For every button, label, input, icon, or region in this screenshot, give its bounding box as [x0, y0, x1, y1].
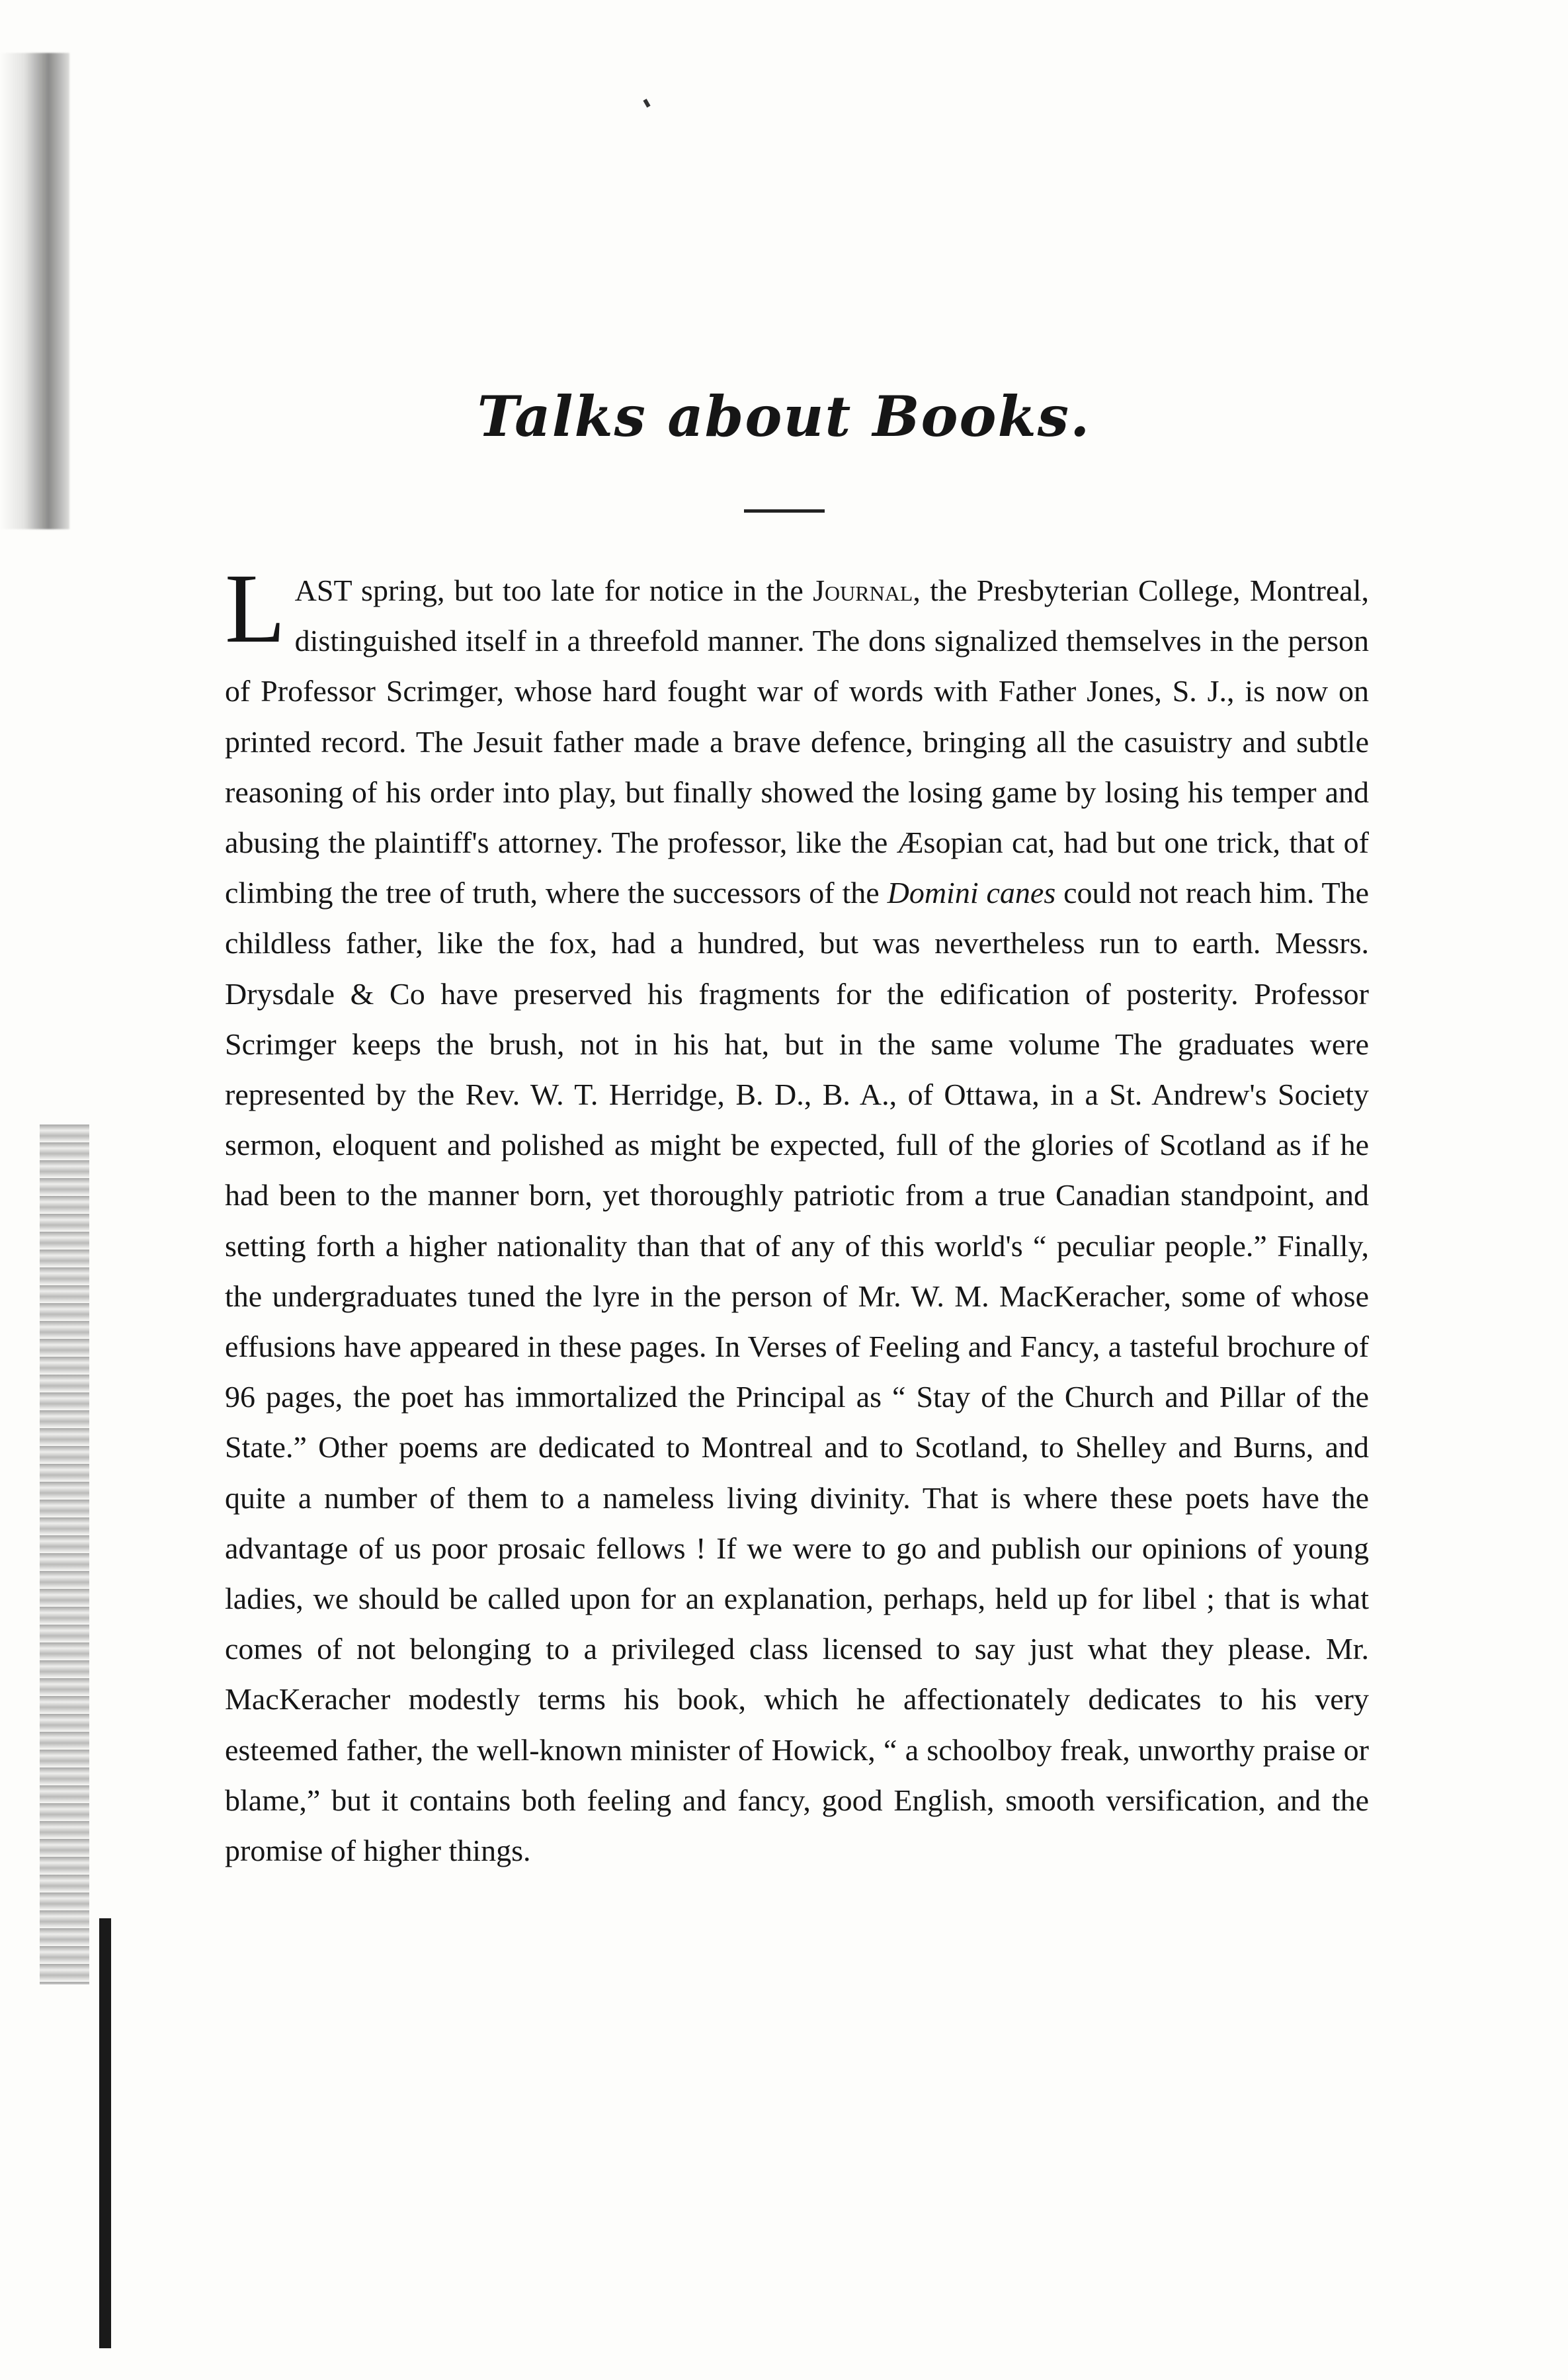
binding-shadow-middle — [40, 1125, 89, 1984]
title-divider — [744, 509, 825, 513]
paragraph-text-2: , the Presbyterian College, Montreal, distinguished itself in a threefold manner. The dons signalized themselves in the person of Professor Scrimger, whose hard fought war of words with Father Jones, S. J., is now on printed record. The Jesuit father made a brave defence, bringing all the casuistry and subtle reasoning of his order into play, but finally showed the losing game by losing his temper and abusing the plaintiff's attorney. The professor, like the Æsopian cat, had but one trick, that of climbing the tree of truth, where the successors of the — [225, 574, 1369, 910]
body-paragraph — [225, 554, 1370, 1876]
latin-phrase: Domini canes — [887, 876, 1056, 910]
journal-name: Journal — [813, 574, 913, 607]
binding-edge-line — [99, 1918, 111, 2348]
stray-ink-mark — [643, 99, 650, 107]
drop-cap: L — [225, 554, 286, 663]
binding-shadow-top — [0, 53, 69, 529]
page-title: Talks about Books. — [477, 384, 1091, 449]
paragraph-text-1: AST spring, but too late for notice in the — [294, 574, 813, 607]
paragraph-text-3: could not reach him. The childless father, like the fox, had a hundred, but was nevertheless run to earth. Messrs. Drysdale & Co have preserved his fragments for the edification of posterity. Professor Scrimger keeps the brush, not in his hat, but in the same volume The graduates were represented by the Rev. W. T. Herridge, B. D., B. A., of Ottawa, in a St. Andrew's Society sermon, eloquent and polished as might be expected, full of the glories of Scotland as if he had been to the manner born, yet thoroughly patriotic from a true Canadian standpoint, and setting forth a higher nationality than that of any of this world's “ peculiar people.” Finally, the undergraduates tuned the lyre in the person of Mr. W. M. MacKeracher, some of whose effusions have appeared in these pages. In Verses of Feeling and Fancy, a tasteful brochure of 96 pages, the poet has immortalized the Principal as “ Stay of the Church and Pillar of the State.” Other poems are dedicated to Montreal and to Scotland, to Shelley and Burns, and quite a number of them to a nameless living divinity. That is where these poets have the advantage of us poor prosaic fellows ! If we were to go and publish our opinions of young ladies, we should be called upon for an explanation, perhaps, held up for libel ; that is what comes of not belonging to a privileged class licensed to say just what they please. Mr. MacKeracher modestly terms his book, which he affectionately dedicates to his very esteemed father, the well-known minister of Howick, “ a schoolboy freak, unworthy praise or blame,” but it contains both feeling and fancy, good English, smooth versification, and the promise of higher things. — [225, 876, 1370, 1868]
